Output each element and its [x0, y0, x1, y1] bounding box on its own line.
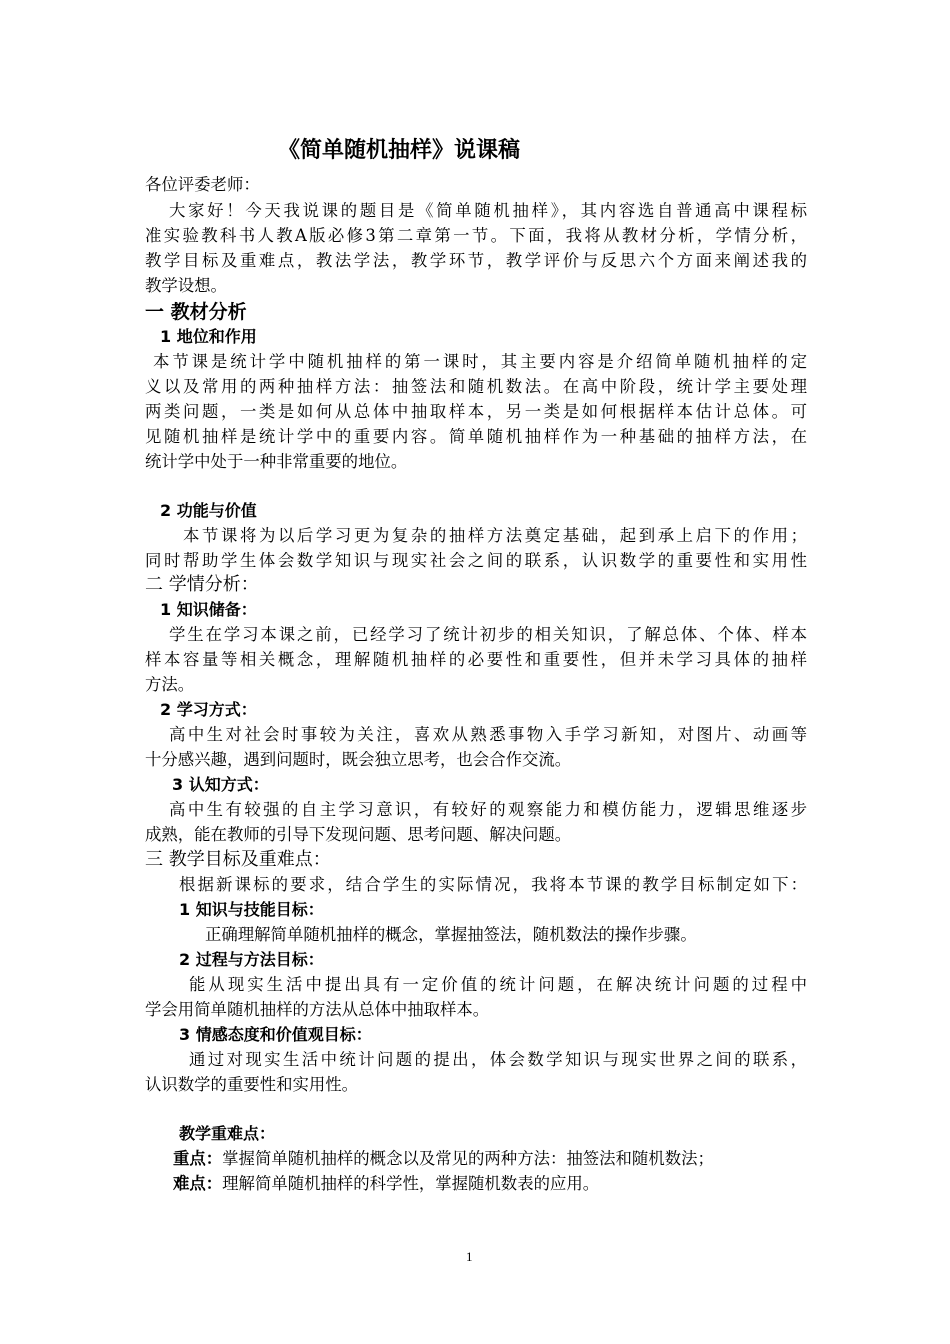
key-point-label: 重点：: [173, 1149, 223, 1168]
subsection-heading: 2 学习方式：: [160, 700, 257, 719]
paragraph-line: 高中生有较强的自主学习意识，有较好的观察能力和模仿能力，逻辑思维逐步: [169, 800, 807, 819]
intro-line: 教学设想。: [145, 276, 227, 295]
paragraph-line: 高中生对社会时事较为关注，喜欢从熟悉事物入手学习新知，对图片、动画等: [169, 725, 807, 744]
paragraph-line: 同时帮助学生体会数学知识与现实社会之间的联系，认识数学的重要性和实用性: [145, 551, 807, 570]
key-point-line: [173, 1147, 714, 1171]
subsection-heading: 2 功能与价值: [160, 501, 257, 520]
subsection-heading: 3 认知方式：: [172, 775, 269, 794]
subsection-heading: 1 知识储备：: [160, 600, 257, 619]
intro-line: 准实验教科书人教A版必修3第二章第一节。下面，我将从教材分析，学情分析，: [145, 226, 807, 245]
paragraph-line: 义以及常用的两种抽样方法：抽签法和随机数法。在高中阶段，统计学主要处理: [145, 377, 807, 396]
paragraph-line: 方法。: [145, 675, 195, 694]
keypoints-heading: 教学重难点：: [179, 1124, 276, 1143]
paragraph-line: 十分感兴趣，遇到问题时，既会独立思考，也会合作交流。: [145, 750, 572, 769]
section-heading-textbook-analysis: 一 教材分析: [145, 301, 247, 323]
subsection-heading: 2 过程与方法目标：: [179, 950, 324, 969]
paragraph-line: 通过对现实生活中统计问题的提出，体会数学知识与现实世界之间的联系，: [189, 1050, 807, 1069]
paragraph-line: 本节课将为以后学习更为复杂的抽样方法奠定基础，起到承上启下的作用；: [183, 526, 807, 545]
paragraph-line: 统计学中处于一种非常重要的地位。: [145, 452, 408, 471]
page-number: 1: [466, 1249, 473, 1264]
paragraph-line: 正确理解简单随机抽样的概念，掌握抽签法，随机数法的操作步骤。: [205, 925, 697, 944]
paragraph-line: 见随机抽样是统计学中的重要内容。简单随机抽样作为一种基础的抽样方法，在: [145, 427, 807, 446]
subsection-heading: 3 情感态度和价值观目标：: [179, 1025, 372, 1044]
paragraph-line: 能从现实生活中提出具有一定价值的统计问题，在解决统计问题的过程中: [189, 975, 807, 994]
intro-line: 大家好！今天我说课的题目是《简单随机抽样》，其内容选自普通高中课程标: [169, 201, 807, 220]
difficult-point-label: 难点：: [173, 1174, 223, 1193]
greeting: 各位评委老师：: [145, 175, 260, 194]
paragraph-line: 样本容量等相关概念，理解随机抽样的必要性和重要性，但并未学习具体的抽样: [145, 650, 807, 669]
paragraph-line: 成熟，能在教师的引导下发现问题、思考问题、解决问题。: [145, 825, 572, 844]
paragraph-line: 两类问题，一类是如何从总体中抽取样本，另一类是如何根据样本估计总体。可: [145, 402, 807, 421]
intro-line: 教学目标及重难点，教法学法，教学环节，教学评价与反思六个方面来阐述我的: [145, 251, 807, 270]
section-heading-objectives: 三 教学目标及重难点：: [145, 849, 331, 870]
paragraph-line: 根据新课标的要求，结合学生的实际情况，我将本节课的教学目标制定如下：: [179, 875, 807, 894]
paragraph-line: 本节课是统计学中随机抽样的第一课时，其主要内容是介绍简单随机抽样的定: [153, 352, 807, 371]
paragraph-line: 学生在学习本课之前，已经学习了统计初步的相关知识，了解总体、个体、样本: [169, 625, 807, 644]
subsection-heading: 1 知识与技能目标：: [179, 900, 324, 919]
page-title: 《简单随机抽样》说课稿: [278, 138, 521, 163]
key-point-text: 掌握简单随机抽样的概念以及常见的两种方法：抽签法和随机数法；: [222, 1149, 714, 1168]
subsection-heading: 1 地位和作用: [160, 327, 257, 346]
paragraph-line: 学会用简单随机抽样的方法从总体中抽取样本。: [145, 1000, 490, 1019]
difficult-point-line: [173, 1172, 599, 1196]
section-heading-learner-analysis: 二 学情分析：: [145, 574, 259, 595]
difficult-point-text: 理解简单随机抽样的科学性，掌握随机数表的应用。: [222, 1174, 600, 1193]
paragraph-line: 认识数学的重要性和实用性。: [145, 1075, 359, 1094]
